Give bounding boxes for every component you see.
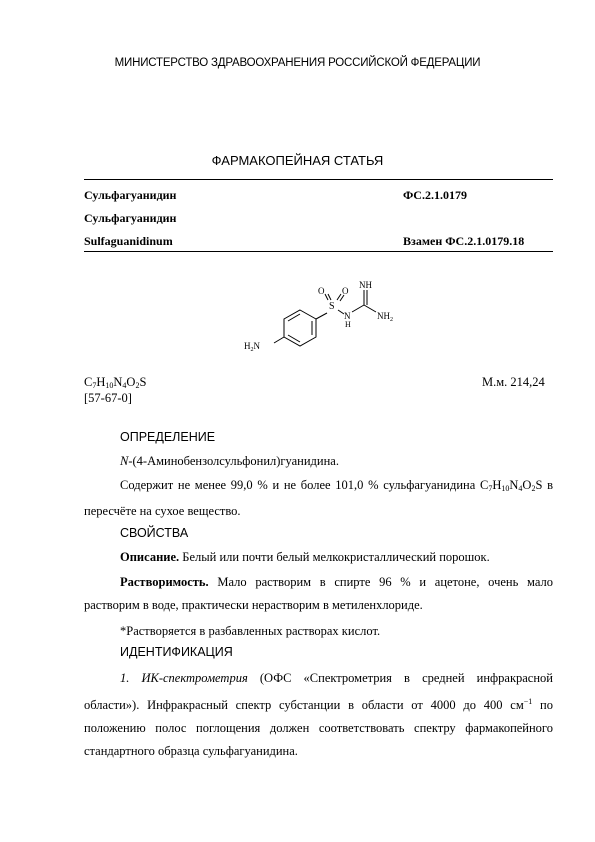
ir-paragraph: 1. ИК-спектрометрия (ОФС «Спектрометрия в средней инфракрасной области»). Инфракрасный спектр субстанции в области от 4000 до 400 $см^{-1}$ по положению полос поглощения должен соответствовать спектру фармакопейного стандартного образца сульфагуанидина. — [84, 671, 553, 758]
struct-label-o2: O — [342, 286, 349, 296]
identification-heading: ИДЕНТИФИКАЦИЯ — [120, 645, 233, 659]
struct-label-s: S — [329, 301, 335, 312]
article-name-ru-2: Сульфагуанидин — [84, 211, 177, 225]
article-name-ru: Сульфагуанидин — [84, 188, 177, 202]
document-type-title: ФАРМАКОПЕЙНАЯ СТАТЬЯ — [211, 153, 384, 168]
properties-heading: СВОЙСТВА — [120, 526, 189, 540]
molecular-weight: М.м. 214,24 — [482, 375, 545, 389]
definition-heading: ОПРЕДЕЛЕНИЕ — [120, 430, 216, 444]
ministry-title: МИНИСТЕРСТВО ЗДРАВООХРАНЕНИЯ РОССИЙСКОЙ ФЕДЕРАЦИИ — [114, 57, 481, 69]
chemical-structure — [230, 258, 420, 358]
struct-label-nh: NH — [359, 280, 372, 290]
cas-number: [57-67-0] — [84, 391, 132, 405]
molecular-formula: $C_7H_{10}N_4O_2S$ — [84, 375, 147, 390]
replaces-code: Взамен ФС.2.1.0179.18 — [403, 234, 525, 248]
struct-label-o1: O — [318, 286, 325, 296]
struct-label-nh2: $NH_2$ — [377, 311, 393, 323]
article-code: ФС.2.1.0179 — [403, 188, 467, 202]
struct-label-h2n: $H_2N$ — [244, 341, 260, 353]
struct-label-h: H — [345, 320, 351, 329]
chemical-name: N-(4-Аминобензолсульфонил)гуанидина. — [120, 454, 339, 468]
solubility-paragraph: Растворимость. Мало растворим в спирте 96 % и ацетоне, очень мало растворим в воде, практически нерастворим в метиленхлориде. — [84, 575, 553, 612]
bottom-rule — [84, 251, 553, 252]
content-paragraph: Содержит не менее 99,0 % и не более 101,0 % сульфагуанидина $C_7H_{10}N_4O_2S$ в пересчёте на сухое вещество. — [84, 478, 553, 518]
top-rule — [84, 179, 553, 180]
acid-note: *Растворяется в разбавленных растворах кислот. — [120, 624, 381, 638]
article-name-lat: Sulfaguanidinum — [84, 234, 173, 248]
description-paragraph: Описание. Белый или почти белый мелкокристаллический порошок. — [120, 550, 490, 564]
struct-label-n: N — [344, 311, 351, 321]
